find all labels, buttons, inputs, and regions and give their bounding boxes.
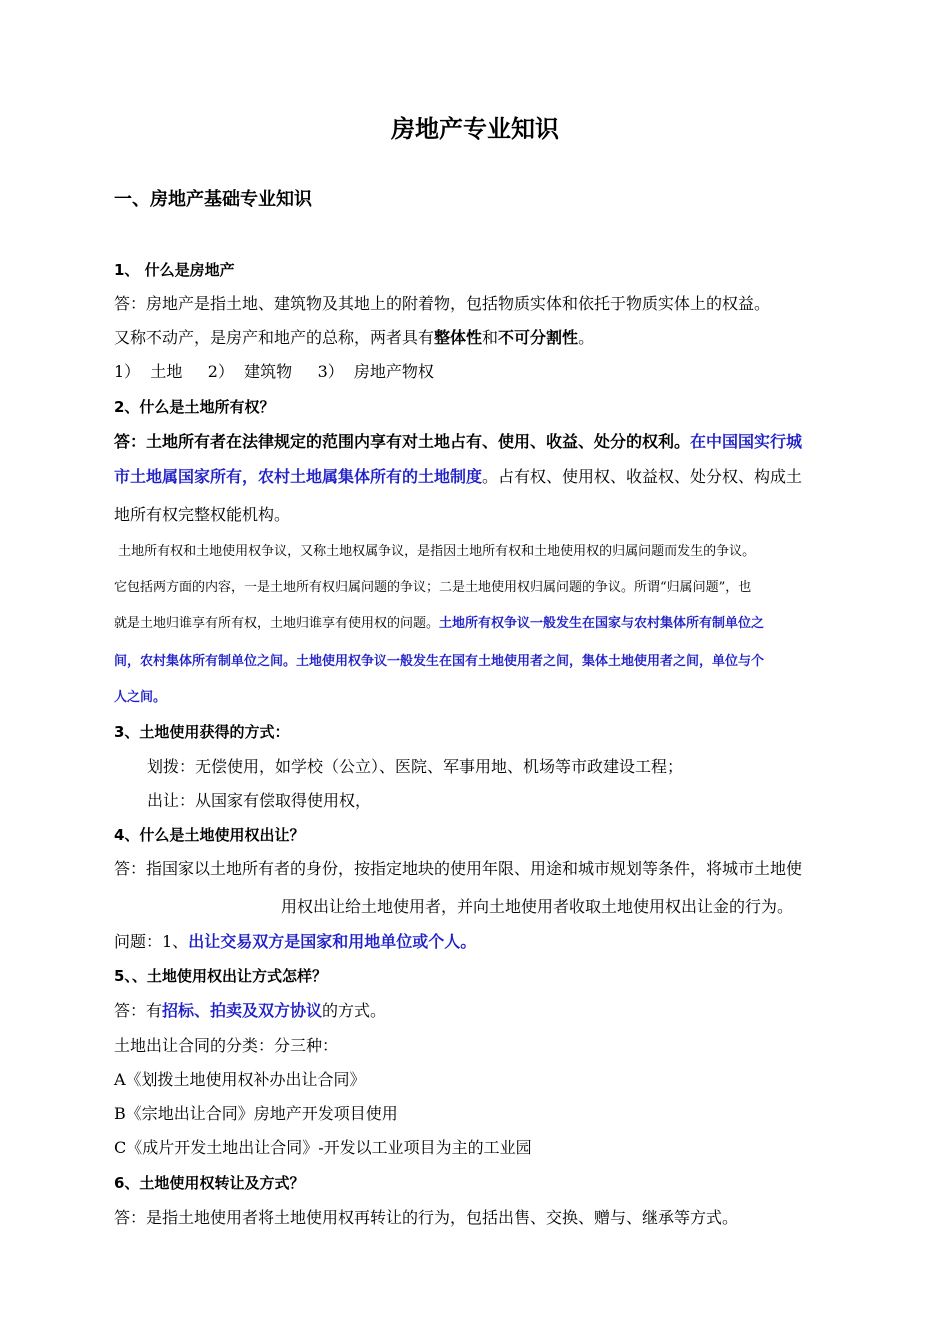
q3-heading: 3、土地使用获得的方式：	[114, 723, 290, 741]
q2-para-highlight-1: 土地所有权争议一般发生在国家与农村集体所有制单位之	[439, 616, 765, 631]
q5-contract-types: 土地出让合同的分类：分三种：	[114, 1036, 339, 1055]
document-title: 房地产专业知识	[391, 115, 559, 143]
q6-heading: 6、土地使用权转让及方式？	[114, 1174, 305, 1192]
q5-contract-c: C《成片开发土地出让合同》-开发以工业项目为主的工业园	[114, 1138, 532, 1157]
q6-answer: 答：是指土地使用者将土地使用权再转让的行为，包括出售、交换、赠与、继承等方式。	[114, 1208, 739, 1227]
q2-para-highlight-2: 间，农村集体所有制单位之间。土地使用权争议一般发生在国有土地使用者之间，集体土地使用者之间，单位与个	[114, 654, 765, 669]
q5-answer-highlight: 招标、拍卖及双方协议	[162, 1001, 323, 1020]
q2-answer-rest: 。占有权、使用权、收益权、处分权、构成土	[482, 467, 803, 486]
q1-bold-term-2: 不可分割性	[498, 328, 579, 347]
q3-method-allocation: 划拨：无偿使用，如学校（公立）、医院、军事用地、机场等市政建设工程；	[147, 757, 684, 776]
q1-connector: 和	[482, 328, 499, 347]
q5-contract-a: A《划拨土地使用权补办出让合同》	[114, 1070, 366, 1089]
q1-list: 1） 土地 2） 建筑物 3） 房地产物权	[114, 362, 434, 381]
q2-para-line1: 土地所有权和土地使用权争议，又称土地权属争议，是指因土地所有权和土地使用权的归属问题而发生的争议。	[114, 544, 756, 559]
q5-answer-suffix: 的方式。	[322, 1001, 387, 1020]
q2-answer-bold: 答：土地所有者在法律规定的范围内享有对土地占有、使用、收益、处分的权利。	[114, 432, 691, 451]
q2-para-line3	[114, 614, 764, 634]
q5-contract-b: B《宗地出让合同》房地产开发项目使用	[114, 1104, 398, 1123]
q4-answer-line2: 用权出让给土地使用者，并向土地使用者收取土地使用权出让金的行为。	[281, 897, 794, 916]
q2-para-text: 就是土地归谁享有所有权，土地归谁享有使用权的问题。	[114, 616, 440, 631]
q4-heading: 4、什么是土地使用权出让？	[114, 826, 305, 844]
q2-para-highlight-3: 人之间。	[114, 690, 167, 705]
q4-answer-line1: 答：指国家以土地所有者的身份，按指定地块的使用年限、用途和城市规划等条件，将城市土地使	[114, 859, 803, 878]
q1-answer-line2	[114, 328, 594, 348]
q2-answer-highlight-2: 市土地属国家所有，农村土地属集体所有的土地制度	[114, 467, 483, 486]
q2-answer-highlight-1: 在中国国实行城	[690, 432, 803, 451]
q1-answer-line1: 答：房地产是指土地、建筑物及其地上的附着物，包括物质实体和依托于物质实体上的权益。	[114, 294, 771, 313]
section-heading: 一、房地产基础专业知识	[114, 189, 312, 210]
q2-answer-line2	[114, 467, 802, 487]
q5-answer	[114, 1001, 386, 1021]
q2-heading: 2、什么是土地所有权？	[114, 398, 275, 416]
q4-note-highlight: 出让交易双方是国家和用地单位或个人。	[188, 932, 477, 951]
q5-heading: 5、、土地使用权出让方式怎样？	[114, 967, 327, 985]
q2-answer-line3: 地所有权完整权能机构。	[114, 505, 291, 524]
q5-answer-prefix: 答：有	[114, 1001, 163, 1020]
q1-answer-text: 又称不动产，是房产和地产的总称，两者具有	[114, 328, 435, 347]
q3-method-transfer: 出让：从国家有偿取得使用权，	[147, 791, 372, 810]
q1-bold-term-1: 整体性	[434, 328, 483, 347]
q1-heading: 1、 什么是房地产	[114, 261, 235, 279]
q1-period: 。	[578, 328, 595, 347]
q4-question-note	[114, 932, 476, 952]
q2-answer-line1	[114, 432, 802, 452]
q4-note-label: 问题：1、	[114, 932, 189, 951]
q2-para-line2: 它包括两方面的内容，一是土地所有权归属问题的争议；二是土地使用权归属问题的争议。所谓“归属问题”，也	[114, 580, 752, 595]
